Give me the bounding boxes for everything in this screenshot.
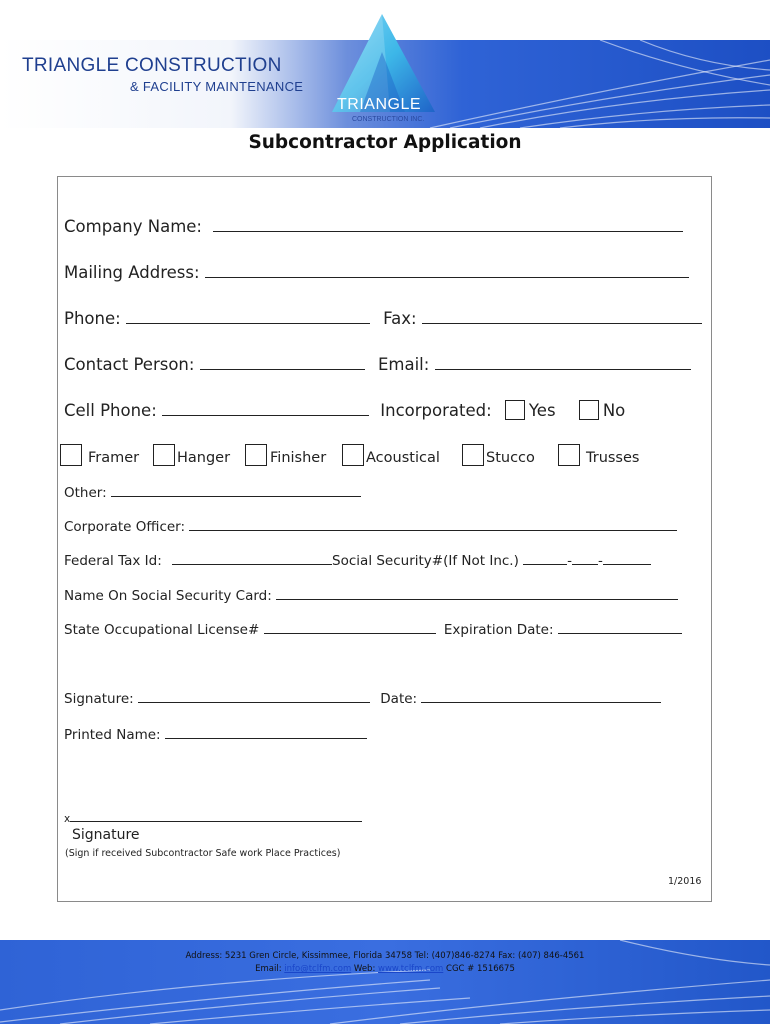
trusses-label: Trusses <box>586 450 640 466</box>
company-name-line2: & FACILITY MAINTENANCE <box>130 79 304 94</box>
ss-card-name-row <box>64 585 678 604</box>
mailing-address-row <box>64 263 689 282</box>
acoustical-label: Acoustical <box>366 450 440 466</box>
trade-option-stucco <box>462 444 535 466</box>
form-version: 1/2016 <box>668 876 702 887</box>
corporate-officer-row <box>64 516 677 535</box>
license-row <box>64 619 682 638</box>
safe-work-signature-line <box>64 811 362 825</box>
name-on-ss-card-label: Name On Social Security Card: <box>64 588 272 604</box>
ssn-dash-1: - <box>567 553 573 569</box>
hanger-checkbox[interactable] <box>153 444 175 466</box>
phone-fax-row <box>64 309 702 328</box>
other-label: Other: <box>64 485 107 501</box>
stucco-checkbox[interactable] <box>462 444 484 466</box>
name-on-ss-card-field[interactable] <box>276 585 678 600</box>
framer-checkbox[interactable] <box>60 444 82 466</box>
acoustical-checkbox[interactable] <box>342 444 364 466</box>
company-name-field[interactable] <box>213 217 683 232</box>
date-label: Date: <box>380 691 418 707</box>
stucco-label: Stucco <box>486 450 535 466</box>
printed-name-field[interactable] <box>165 724 367 739</box>
state-license-label: State Occupational License# <box>64 622 260 638</box>
trade-option-finisher <box>245 444 326 466</box>
logo-wordmark: TRIANGLE <box>337 96 422 113</box>
mailing-address-label: Mailing Address: <box>64 263 200 282</box>
cell-phone-field[interactable] <box>162 401 369 416</box>
tax-ssn-row <box>64 550 651 569</box>
social-security-label: Social Security#(If Not Inc.) <box>332 553 519 569</box>
federal-tax-id-label: Federal Tax Id: <box>64 553 162 569</box>
trusses-checkbox[interactable] <box>558 444 580 466</box>
letterhead <box>0 0 770 135</box>
trade-option-trusses <box>558 444 639 466</box>
framer-label: Framer <box>88 450 140 466</box>
other-row <box>64 482 361 501</box>
signature-date-row <box>64 688 661 707</box>
signature-label: Signature: <box>64 691 134 707</box>
printed-name-label: Printed Name: <box>64 727 161 743</box>
email-label: Email: <box>377 355 430 374</box>
application-form-box <box>57 176 712 902</box>
fax-field[interactable] <box>422 309 702 324</box>
cell-phone-label: Cell Phone: <box>64 401 157 420</box>
page-title: Subcontractor Application <box>248 132 522 153</box>
phone-label: Phone: <box>64 309 121 328</box>
mailing-address-field[interactable] <box>205 263 689 278</box>
expiration-date-label: Expiration Date: <box>443 622 554 638</box>
footer-email-label: Email: <box>255 964 282 974</box>
fax-label: Fax: <box>383 309 417 328</box>
contact-email-row <box>64 355 691 374</box>
expiration-date-field[interactable] <box>558 619 682 634</box>
footer <box>0 940 770 1024</box>
footer-contact-line <box>0 964 770 974</box>
ssn-part1-field[interactable] <box>523 550 567 565</box>
email-field[interactable] <box>435 355 691 370</box>
contact-person-label: Contact Person: <box>64 355 195 374</box>
footer-web-label: Web: <box>353 964 376 974</box>
x-mark: x <box>64 813 71 825</box>
cell-incorporated-row <box>64 400 625 420</box>
incorporated-no-checkbox[interactable] <box>579 400 599 420</box>
corporate-officer-label: Corporate Officer: <box>64 519 186 535</box>
logo-subtext: CONSTRUCTION INC. <box>352 116 425 123</box>
footer-web-link[interactable]: www.tclfm.com <box>378 964 444 974</box>
corporate-officer-field[interactable] <box>189 516 677 531</box>
company-name-line1: TRIANGLE CONSTRUCTION <box>22 55 282 76</box>
finisher-label: Finisher <box>270 450 327 466</box>
state-license-field[interactable] <box>264 619 436 634</box>
ssn-part2-field[interactable] <box>572 550 598 565</box>
yes-label: Yes <box>528 401 556 420</box>
footer-email-link[interactable]: info@tclfm.com <box>284 964 352 974</box>
date-field[interactable] <box>421 688 661 703</box>
trade-option-acoustical <box>342 444 440 466</box>
hanger-label: Hanger <box>177 450 231 466</box>
federal-tax-id-field[interactable] <box>172 550 332 565</box>
ssn-part3-field[interactable] <box>603 550 651 565</box>
signature-field[interactable] <box>138 688 370 703</box>
incorporated-yes-checkbox[interactable] <box>505 400 525 420</box>
company-name-row <box>64 217 683 236</box>
footer-cgc: CGC # 1516675 <box>446 964 515 974</box>
company-name-label: Company Name: <box>64 217 202 236</box>
signature-caption: Signature <box>72 827 140 843</box>
signature-note: (Sign if received Subcontractor Safe work Place Practices) <box>65 848 341 859</box>
ssn-dash-2: - <box>598 553 603 569</box>
contact-person-field[interactable] <box>200 355 365 370</box>
phone-field[interactable] <box>126 309 370 324</box>
footer-address: Address: 5231 Gren Circle, Kissimmee, Florida 34758 Tel: (407)846-8274 Fax: (407) 846-4561 <box>185 951 585 961</box>
trade-option-framer <box>60 444 139 466</box>
no-label: No <box>602 401 626 420</box>
other-field[interactable] <box>111 482 361 497</box>
finisher-checkbox[interactable] <box>245 444 267 466</box>
trade-option-hanger <box>153 444 230 466</box>
safe-work-signature-field[interactable] <box>70 811 362 822</box>
printed-name-row <box>64 724 367 743</box>
incorporated-label: Incorporated: <box>380 401 492 420</box>
